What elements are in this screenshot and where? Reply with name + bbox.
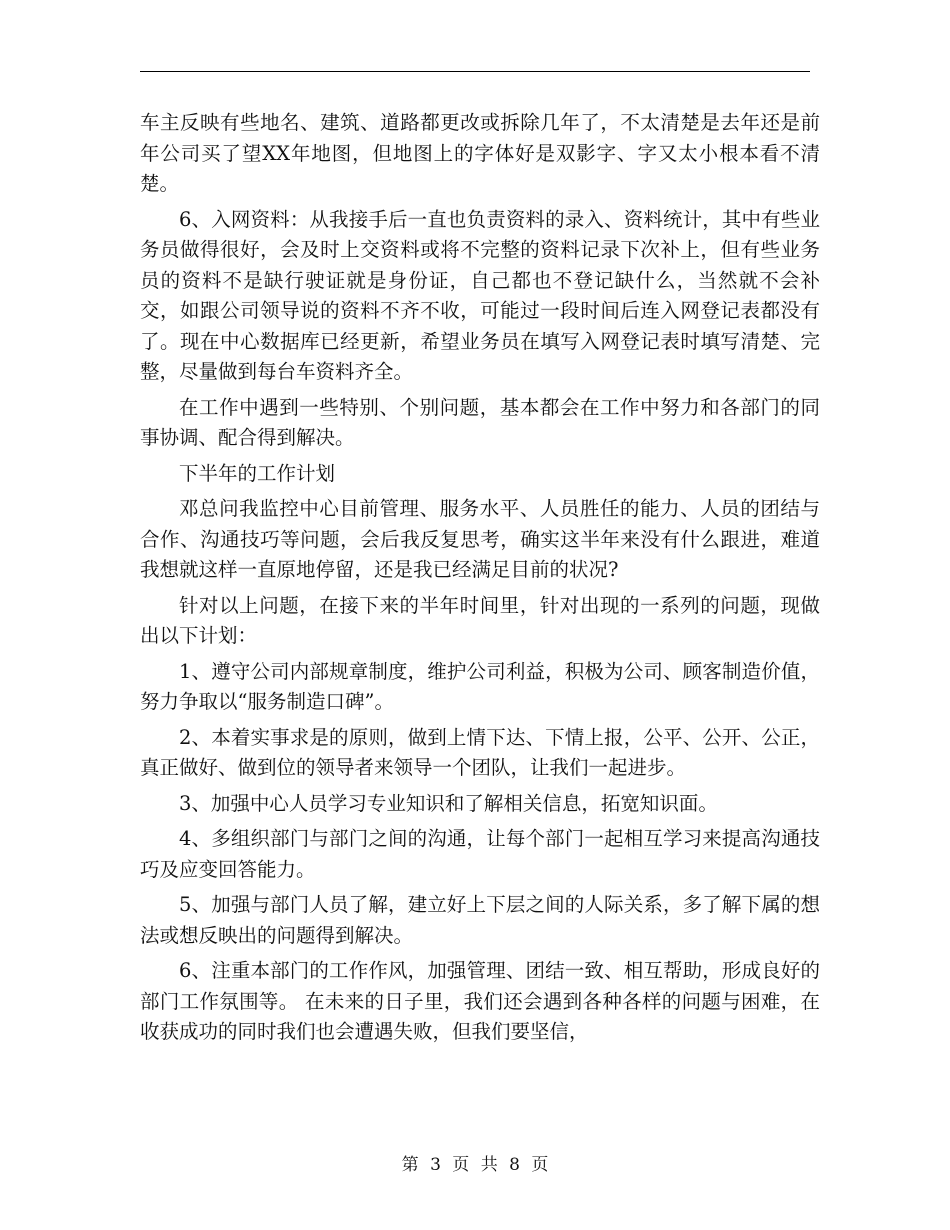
section-heading-plan: 下半年的工作计划 [179, 461, 336, 485]
plan-item-3: 3、加强中心人员学习专业知识和了解相关信息，拓宽知识面。 [179, 791, 718, 815]
document-body [140, 108, 820, 1053]
header-rule [140, 71, 810, 72]
paragraph-questions: 邓总问我监控中心目前管理、服务水平、人员胜任的能力、人员的团结与合作、沟通技巧等问题，会后我反复思考，确实这半年来没有什么跟进，难道我想就这样一直原地停留，还是我已经满足目前的状况? [140, 497, 820, 581]
paragraph-plan-intro: 针对以上问题，在接下来的半年时间里，针对出现的一系列的问题，现做出以下计划： [140, 593, 820, 647]
page-number-footer: 第 3 页 共 8 页 [401, 1155, 549, 1175]
plan-item-5: 5、加强与部门人员了解，建立好上下层之间的人际关系，多了解下属的想法或想反映出的问题得到解决。 [140, 893, 820, 947]
paragraph-continuation: 车主反映有些地名、建筑、道路都更改或拆除几年了，不太清楚是去年还是前年公司买了望XX年地图，但地图上的字体好是双影字、字又太小根本看不清楚。 [140, 111, 820, 195]
plan-item-6: 6、注重本部门的工作作风，加强管理、团结一致、相互帮助，形成良好的部门工作氛围等。 在未来的日子里，我们还会遇到各种各样的问题与困难，在收获成功的同时我们也会遭遇失败，但我们要坚信， [140, 959, 820, 1043]
plan-item-4: 4、多组织部门与部门之间的沟通，让每个部门一起相互学习来提高沟通技巧及应变回答能力。 [140, 827, 820, 881]
plan-item-1: 1、遵守公司内部规章制度，维护公司利益，积极为公司、顾客制造价值，努力争取以“服务制造口碑”。 [140, 659, 820, 713]
plan-item-2: 2、本着实事求是的原则，做到上情下达、下情上报，公平、公开、公正，真正做好、做到位的领导者来领导一个团队，让我们一起进步。 [140, 725, 820, 779]
paragraph-coordination: 在工作中遇到一些特别、个别问题，基本都会在工作中努力和各部门的同事协调、配合得到解决。 [140, 395, 820, 449]
paragraph-network-data: 6、入网资料：从我接手后一直也负责资料的录入、资料统计，其中有些业务员做得很好，会及时上交资料或将不完整的资料记录下次补上，但有些业务员的资料不是缺行驶证就是身份证，自己都也不登记缺什么，当然就不会补交，如跟公司领导说的资料不齐不收，可能过一段时间后连入网登记表都没有了。现在中心数据库已经更新，希望业务员在填写入网登记表时填写清楚、完整，尽量做到每台车资料齐全。 [140, 207, 820, 383]
